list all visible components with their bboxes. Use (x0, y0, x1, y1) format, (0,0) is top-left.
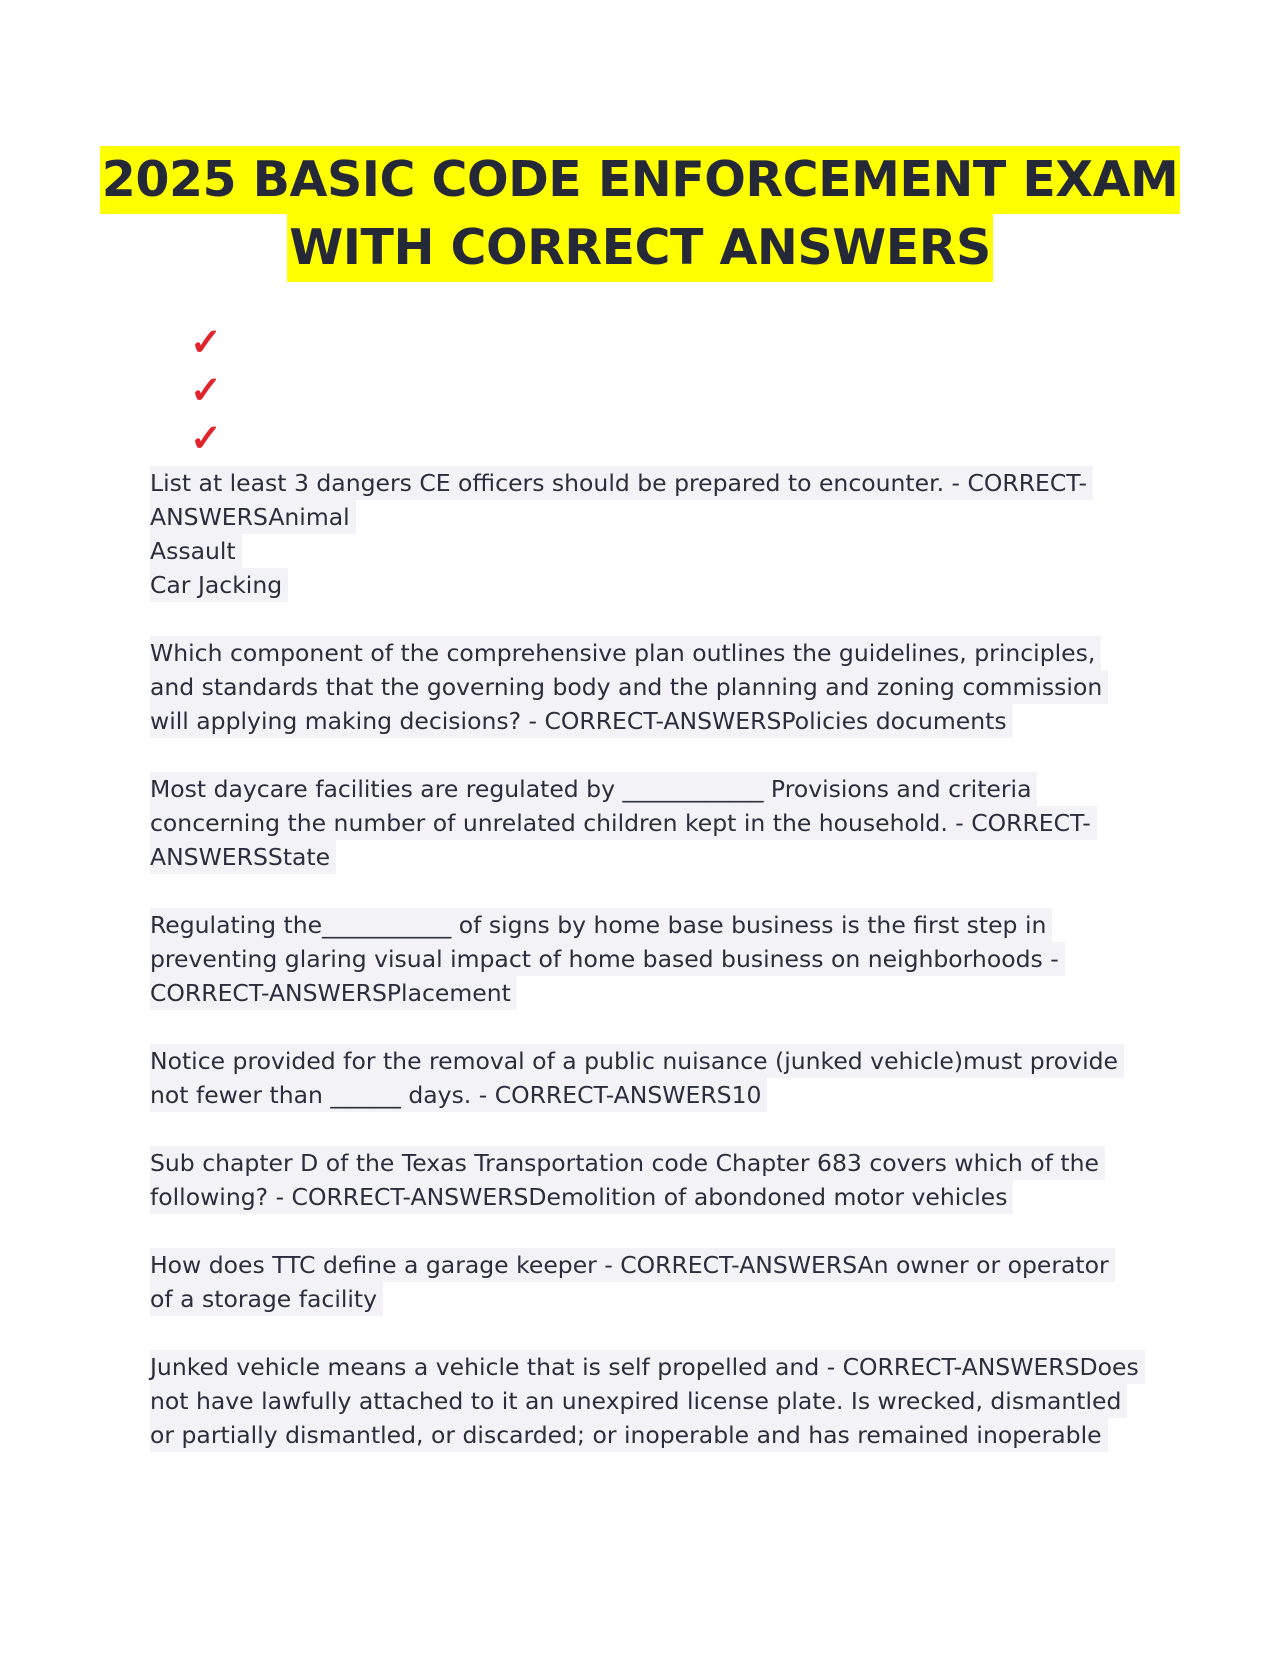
checkmark-icon: ✓ (190, 415, 222, 460)
qa-item (150, 908, 1130, 1010)
qa-line: CORRECT-ANSWERSPlacement (150, 976, 517, 1010)
qa-item (150, 1044, 1130, 1112)
qa-line: Regulating the___________ of signs by home base business is the first step in (150, 908, 1052, 942)
qa-line: will applying making decisions? - CORRECT-ANSWERSPolicies documents (150, 704, 1013, 738)
document-title (0, 146, 1280, 282)
qa-line: or partially dismantled, or discarded; or inoperable and has remained inoperable (150, 1418, 1108, 1452)
qa-line: Junked vehicle means a vehicle that is self propelled and - CORRECT-ANSWERSDoes (150, 1350, 1145, 1384)
qa-item (150, 636, 1130, 738)
qa-line: How does TTC define a garage keeper - CORRECT-ANSWERSAn owner or operator (150, 1248, 1115, 1282)
qa-line: Which component of the comprehensive plan outlines the guidelines, principles, (150, 636, 1101, 670)
qa-item (150, 466, 1130, 602)
qa-line: of a storage facility (150, 1282, 383, 1316)
checkmark-list (190, 318, 250, 462)
qa-line: and standards that the governing body and the planning and zoning commission (150, 670, 1108, 704)
qa-line: concerning the number of unrelated children kept in the household. - CORRECT- (150, 806, 1097, 840)
title-line-1: 2025 BASIC CODE ENFORCEMENT EXAM (100, 146, 1181, 214)
qa-item (150, 1146, 1130, 1214)
checkmark-icon: ✓ (190, 319, 222, 364)
qa-line: preventing glaring visual impact of home based business on neighborhoods - (150, 942, 1065, 976)
qa-line: Notice provided for the removal of a public nuisance (junked vehicle)must provide (150, 1044, 1124, 1078)
qa-line: Car Jacking (150, 568, 288, 602)
qa-line: Sub chapter D of the Texas Transportation code Chapter 683 covers which of the (150, 1146, 1105, 1180)
qa-line: Most daycare facilities are regulated by ____________ Provisions and criteria (150, 772, 1037, 806)
qa-list (150, 466, 1139, 1486)
qa-line: ANSWERSAnimal (150, 500, 356, 534)
checkmark-icon: ✓ (190, 367, 222, 412)
qa-item (150, 1248, 1130, 1316)
qa-line: not have lawfully attached to it an unexpired license plate. Is wrecked, dismantled (150, 1384, 1127, 1418)
qa-item (150, 772, 1130, 874)
title-line-2: WITH CORRECT ANSWERS (287, 214, 993, 282)
qa-line: not fewer than ______ days. - CORRECT-ANSWERS10 (150, 1078, 767, 1112)
qa-line: Assault (150, 534, 242, 568)
qa-line: ANSWERSState (150, 840, 336, 874)
qa-line: List at least 3 dangers CE officers should be prepared to encounter. - CORRECT- (150, 466, 1093, 500)
qa-line: following? - CORRECT-ANSWERSDemolition of abondoned motor vehicles (150, 1180, 1013, 1214)
qa-item (150, 1350, 1139, 1452)
